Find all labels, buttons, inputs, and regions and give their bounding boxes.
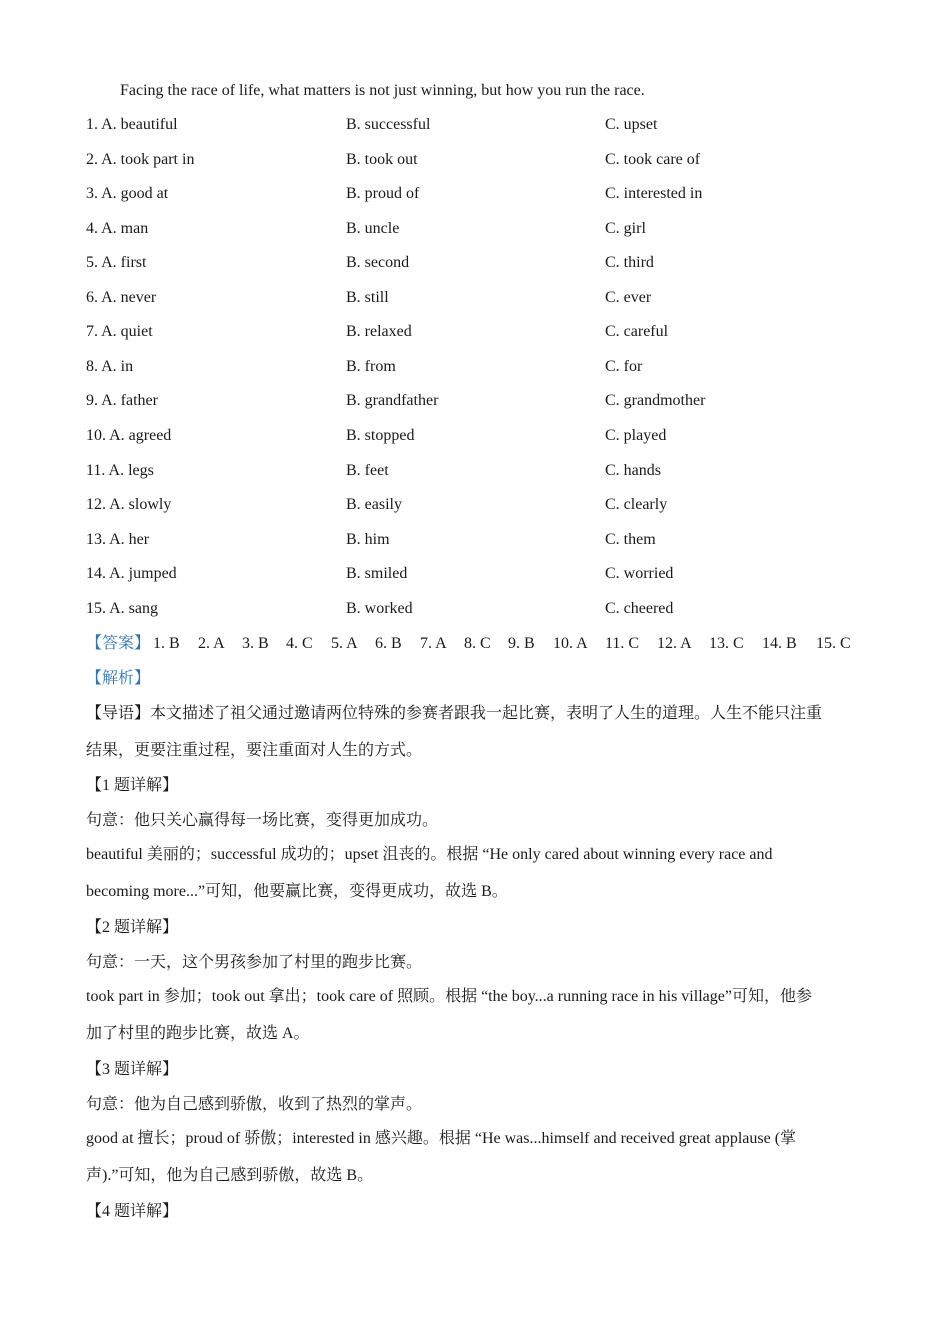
question-2-option-a: 2. A. took part in xyxy=(86,151,195,168)
question-12-option-a: 12. A. slowly xyxy=(86,496,172,513)
question-13-option-a: 13. A. her xyxy=(86,531,150,548)
question-11-option-a: 11. A. legs xyxy=(86,462,154,479)
answer-item: 14. B xyxy=(762,635,797,652)
answer-item: 9. B xyxy=(508,635,535,652)
question-3-option-b: B. proud of xyxy=(346,185,420,202)
q3-heading: 【3 题详解】 xyxy=(86,1061,179,1078)
question-5-option-a: 5. A. first xyxy=(86,254,147,271)
answer-label: 【答案】 xyxy=(86,635,151,652)
question-15-option-a: 15. A. sang xyxy=(86,600,158,617)
question-4-option-b: B. uncle xyxy=(346,220,400,237)
answer-item: 13. C xyxy=(709,635,744,652)
answer-item: 4. C xyxy=(286,635,313,652)
analysis-label: 【解析】 xyxy=(86,670,151,687)
answer-item: 7. A xyxy=(420,635,447,652)
question-7-option-a: 7. A. quiet xyxy=(86,323,153,340)
question-8-option-b: B. from xyxy=(346,358,396,375)
answer-item: 1. B xyxy=(153,635,180,652)
question-15-option-b: B. worked xyxy=(346,600,413,617)
question-9-option-c: C. grandmother xyxy=(605,392,706,409)
question-15-option-c: C. cheered xyxy=(605,600,674,617)
question-3-option-a: 3. A. good at xyxy=(86,185,169,202)
answer-item: 8. C xyxy=(464,635,491,652)
question-3-option-c: C. interested in xyxy=(605,185,703,202)
q1-heading: 【1 题详解】 xyxy=(86,777,179,794)
question-7-option-b: B. relaxed xyxy=(346,323,412,340)
question-9-option-b: B. grandfather xyxy=(346,392,439,409)
question-10-option-b: B. stopped xyxy=(346,427,415,444)
q1-explanation-line-1: beautiful 美丽的；successful 成功的；upset 沮丧的。根据 “He only cared about winning every race and xyxy=(86,846,773,863)
q1-meaning: 句意：他只关心赢得每一场比赛，变得更加成功。 xyxy=(86,812,439,829)
question-6-option-a: 6. A. never xyxy=(86,289,157,306)
question-14-option-b: B. smiled xyxy=(346,565,408,582)
q2-explanation-line-2: 加了村里的跑步比赛，故选 A。 xyxy=(86,1025,310,1042)
question-10-option-c: C. played xyxy=(605,427,667,444)
question-1-option-c: C. upset xyxy=(605,116,658,133)
question-2-option-b: B. took out xyxy=(346,151,418,168)
q3-meaning: 句意：他为自己感到骄傲，收到了热烈的掌声。 xyxy=(86,1096,423,1113)
question-14-option-a: 14. A. jumped xyxy=(86,565,177,582)
question-8-option-c: C. for xyxy=(605,358,643,375)
question-4-option-c: C. girl xyxy=(605,220,646,237)
question-5-option-b: B. second xyxy=(346,254,410,271)
guide-text-line-1: 【导语】本文描述了祖父通过邀请两位特殊的参赛者跟我一起比赛，表明了人生的道理。人生不能只注重 xyxy=(86,705,823,722)
answer-item: 12. A xyxy=(657,635,692,652)
q1-explanation-line-2: becoming more...”可知，他要赢比赛，变得更成功，故选 B。 xyxy=(86,883,508,900)
question-6-option-c: C. ever xyxy=(605,289,652,306)
question-12-option-b: B. easily xyxy=(346,496,402,513)
intro-sentence: Facing the race of life, what matters is not just winning, but how you run the race. xyxy=(120,82,645,99)
answer-item: 5. A xyxy=(331,635,358,652)
question-7-option-c: C. careful xyxy=(605,323,669,340)
q2-meaning: 句意：一天，这个男孩参加了村里的跑步比赛。 xyxy=(86,954,423,971)
question-4-option-a: 4. A. man xyxy=(86,220,149,237)
question-2-option-c: C. took care of xyxy=(605,151,701,168)
answer-item: 10. A xyxy=(553,635,588,652)
answer-item: 6. B xyxy=(375,635,402,652)
question-12-option-c: C. clearly xyxy=(605,496,668,513)
question-10-option-a: 10. A. agreed xyxy=(86,427,172,444)
question-13-option-c: C. them xyxy=(605,531,656,548)
answer-item: 15. C xyxy=(816,635,851,652)
question-1-option-b: B. successful xyxy=(346,116,431,133)
q3-explanation-line-1: good at 擅长；proud of 骄傲；interested in 感兴趣。根据 “He was...himself and received great applause (掌 xyxy=(86,1130,797,1147)
guide-text-line-2: 结果，更要注重过程，要注重面对人生的方式。 xyxy=(86,742,423,759)
question-1-option-a: 1. A. beautiful xyxy=(86,116,178,133)
question-9-option-a: 9. A. father xyxy=(86,392,158,409)
q2-heading: 【2 题详解】 xyxy=(86,919,179,936)
answer-item: 11. C xyxy=(605,635,640,652)
question-14-option-c: C. worried xyxy=(605,565,674,582)
question-8-option-a: 8. A. in xyxy=(86,358,134,375)
answer-item: 2. A xyxy=(198,635,225,652)
answer-item: 3. B xyxy=(242,635,269,652)
question-13-option-b: B. him xyxy=(346,531,390,548)
question-11-option-c: C. hands xyxy=(605,462,661,479)
question-5-option-c: C. third xyxy=(605,254,654,271)
q2-explanation-line-1: took part in 参加；took out 拿出；took care of 照顾。根据 “the boy...a running race in his village”可知，他参 xyxy=(86,988,812,1005)
q3-explanation-line-2: 声).”可知，他为自己感到骄傲，故选 B。 xyxy=(86,1167,374,1184)
question-11-option-b: B. feet xyxy=(346,462,389,479)
question-6-option-b: B. still xyxy=(346,289,389,306)
q4-heading: 【4 题详解】 xyxy=(86,1203,179,1220)
